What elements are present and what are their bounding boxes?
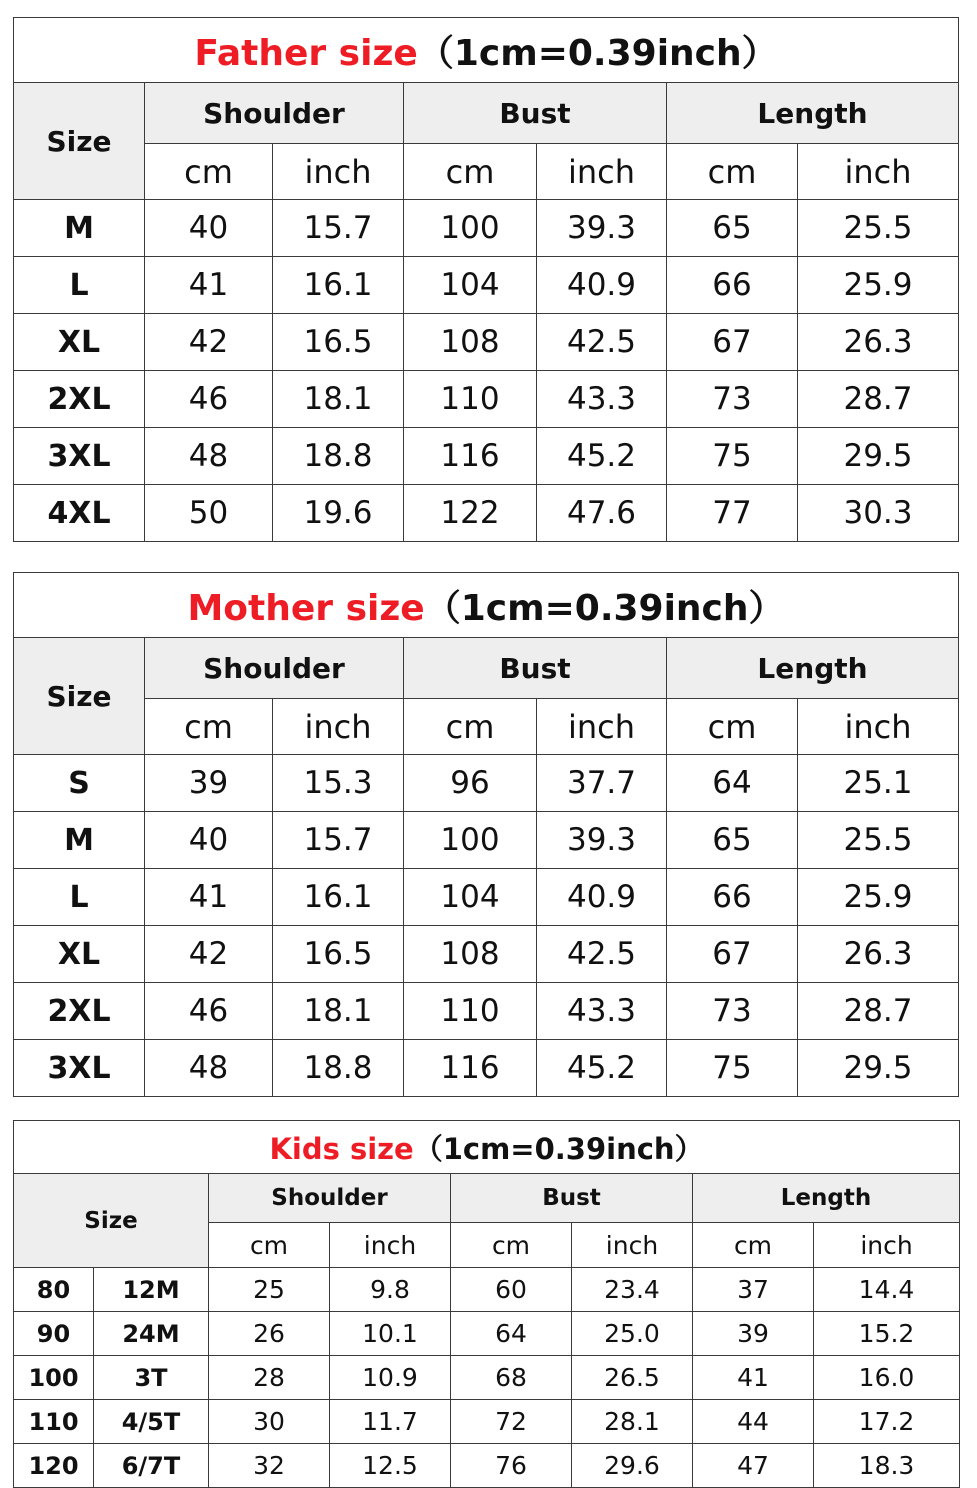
table-cell: 47.6 [537,485,667,542]
size-height-label: 90 [14,1312,94,1356]
size-label: 2XL [14,983,145,1040]
table-cell: 39.3 [537,200,667,257]
unit-header: cm [451,1223,572,1268]
table-row [14,257,959,314]
unit-header: cm [209,1223,330,1268]
table-cell: 68 [451,1356,572,1400]
father-title-conversion: （1cm=0.39inch） [417,32,778,74]
table-row [14,371,959,428]
table-cell: 108 [404,926,537,983]
table-cell: 15.2 [814,1312,960,1356]
table-cell: 12.5 [330,1444,451,1488]
table-cell: 15.7 [273,200,404,257]
table-row [14,1444,960,1488]
mother-title-label: Mother size [187,587,425,629]
table-cell: 48 [145,428,273,485]
father-shoulder-header: Shoulder [145,83,404,144]
unit-header: cm [693,1223,814,1268]
table-cell: 45.2 [537,428,667,485]
size-age-label: 3T [94,1356,209,1400]
unit-header: inch [273,699,404,755]
size-label: M [14,812,145,869]
table-cell: 39 [145,755,273,812]
table-row [14,1268,960,1312]
table-cell: 64 [451,1312,572,1356]
table-cell: 66 [667,869,798,926]
size-height-label: 100 [14,1356,94,1400]
size-label: M [14,200,145,257]
table-cell: 25 [209,1268,330,1312]
table-cell: 104 [404,257,537,314]
table-cell: 9.8 [330,1268,451,1312]
table-cell: 29.6 [572,1444,693,1488]
father-bust-header: Bust [404,83,667,144]
table-cell: 16.5 [273,926,404,983]
table-cell: 110 [404,371,537,428]
table-cell: 40 [145,812,273,869]
unit-header: cm [667,144,798,200]
table-cell: 32 [209,1444,330,1488]
unit-header: cm [404,699,537,755]
size-height-label: 110 [14,1400,94,1444]
table-cell: 65 [667,812,798,869]
table-cell: 40.9 [537,257,667,314]
table-row [14,926,959,983]
table-cell: 17.2 [814,1400,960,1444]
size-label: L [14,257,145,314]
table-cell: 43.3 [537,371,667,428]
table-cell: 18.8 [273,428,404,485]
table-cell: 44 [693,1400,814,1444]
size-label: 3XL [14,1040,145,1097]
kids-size-header: Size [14,1174,209,1268]
table-cell: 67 [667,314,798,371]
unit-header: inch [814,1223,960,1268]
size-age-label: 4/5T [94,1400,209,1444]
table-row [14,428,959,485]
table-cell: 72 [451,1400,572,1444]
kids-length-header: Length [693,1174,960,1223]
table-row [14,485,959,542]
unit-header: inch [330,1223,451,1268]
table-cell: 25.5 [798,200,959,257]
kids-title-conversion: （1cm=0.39inch） [413,1131,704,1166]
unit-header: inch [798,699,959,755]
table-cell: 100 [404,812,537,869]
table-cell: 25.1 [798,755,959,812]
unit-header: inch [798,144,959,200]
size-label: L [14,869,145,926]
mother-size-table [13,572,959,1097]
kids-title-label: Kids size [269,1131,414,1166]
father-table-title [14,18,959,83]
table-cell: 25.5 [798,812,959,869]
table-cell: 110 [404,983,537,1040]
father-size-header: Size [14,83,145,200]
table-cell: 26 [209,1312,330,1356]
table-row [14,314,959,371]
unit-header: inch [273,144,404,200]
size-label: XL [14,314,145,371]
table-cell: 26.5 [572,1356,693,1400]
table-cell: 16.1 [273,869,404,926]
size-height-label: 120 [14,1444,94,1488]
table-cell: 26.3 [798,926,959,983]
size-label: 4XL [14,485,145,542]
table-row [14,1400,960,1444]
table-cell: 76 [451,1444,572,1488]
table-cell: 28.1 [572,1400,693,1444]
size-height-label: 80 [14,1268,94,1312]
table-row [14,1312,960,1356]
table-cell: 43.3 [537,983,667,1040]
table-cell: 46 [145,371,273,428]
table-row [14,1356,960,1400]
table-cell: 11.7 [330,1400,451,1444]
unit-header: inch [537,144,667,200]
table-cell: 25.9 [798,257,959,314]
table-cell: 23.4 [572,1268,693,1312]
size-label: S [14,755,145,812]
table-cell: 65 [667,200,798,257]
table-cell: 28 [209,1356,330,1400]
father-size-table [13,17,959,542]
table-cell: 42 [145,314,273,371]
size-label: 3XL [14,428,145,485]
table-row [14,1040,959,1097]
table-cell: 122 [404,485,537,542]
mother-shoulder-header: Shoulder [145,638,404,699]
table-cell: 28.7 [798,983,959,1040]
size-label: XL [14,926,145,983]
table-cell: 30 [209,1400,330,1444]
table-cell: 18.3 [814,1444,960,1488]
table-cell: 75 [667,428,798,485]
unit-header: inch [537,699,667,755]
table-cell: 16.1 [273,257,404,314]
table-cell: 39 [693,1312,814,1356]
table-cell: 116 [404,428,537,485]
size-label: 2XL [14,371,145,428]
size-age-label: 6/7T [94,1444,209,1488]
unit-header: cm [667,699,798,755]
father-title-label: Father size [194,32,418,74]
table-cell: 108 [404,314,537,371]
table-cell: 10.9 [330,1356,451,1400]
table-cell: 66 [667,257,798,314]
table-cell: 25.9 [798,869,959,926]
table-cell: 45.2 [537,1040,667,1097]
table-cell: 15.7 [273,812,404,869]
table-cell: 77 [667,485,798,542]
table-cell: 116 [404,1040,537,1097]
unit-header: cm [404,144,537,200]
table-cell: 104 [404,869,537,926]
table-cell: 42.5 [537,926,667,983]
table-cell: 47 [693,1444,814,1488]
father-length-header: Length [667,83,959,144]
table-cell: 18.1 [273,983,404,1040]
table-row [14,200,959,257]
table-cell: 64 [667,755,798,812]
mother-bust-header: Bust [404,638,667,699]
table-cell: 42.5 [537,314,667,371]
table-cell: 96 [404,755,537,812]
table-cell: 73 [667,983,798,1040]
table-cell: 75 [667,1040,798,1097]
table-cell: 37.7 [537,755,667,812]
kids-bust-header: Bust [451,1174,693,1223]
table-cell: 46 [145,983,273,1040]
mother-length-header: Length [667,638,959,699]
mother-size-header: Size [14,638,145,755]
table-cell: 40.9 [537,869,667,926]
table-row [14,812,959,869]
table-cell: 29.5 [798,1040,959,1097]
size-age-label: 12M [94,1268,209,1312]
table-cell: 67 [667,926,798,983]
table-cell: 16.5 [273,314,404,371]
table-cell: 14.4 [814,1268,960,1312]
table-cell: 39.3 [537,812,667,869]
table-cell: 42 [145,926,273,983]
table-cell: 41 [693,1356,814,1400]
table-cell: 15.3 [273,755,404,812]
table-cell: 16.0 [814,1356,960,1400]
table-cell: 26.3 [798,314,959,371]
table-cell: 40 [145,200,273,257]
table-cell: 29.5 [798,428,959,485]
table-cell: 10.1 [330,1312,451,1356]
mother-table-title [14,573,959,638]
table-cell: 19.6 [273,485,404,542]
table-cell: 37 [693,1268,814,1312]
table-cell: 73 [667,371,798,428]
unit-header: inch [572,1223,693,1268]
table-cell: 25.0 [572,1312,693,1356]
mother-title-conversion: （1cm=0.39inch） [424,587,785,629]
table-row [14,755,959,812]
table-cell: 18.8 [273,1040,404,1097]
kids-table-title [14,1121,960,1174]
table-row [14,869,959,926]
kids-size-table [13,1120,960,1488]
size-age-label: 24M [94,1312,209,1356]
table-cell: 60 [451,1268,572,1312]
unit-header: cm [145,144,273,200]
table-row [14,983,959,1040]
table-cell: 30.3 [798,485,959,542]
unit-header: cm [145,699,273,755]
table-cell: 50 [145,485,273,542]
table-cell: 100 [404,200,537,257]
table-cell: 41 [145,257,273,314]
table-cell: 28.7 [798,371,959,428]
kids-shoulder-header: Shoulder [209,1174,451,1223]
table-cell: 48 [145,1040,273,1097]
table-cell: 41 [145,869,273,926]
table-cell: 18.1 [273,371,404,428]
